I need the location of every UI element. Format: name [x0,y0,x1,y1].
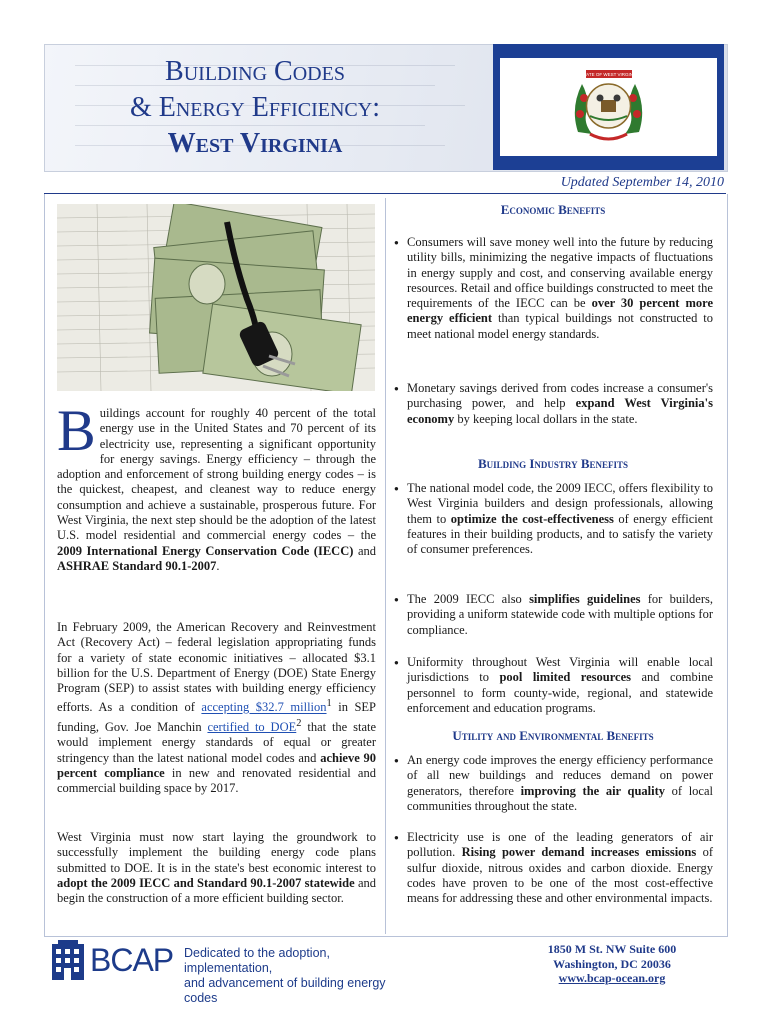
utility-bullet-1: ● An energy code improves the energy efficiency performance of all new buildings and reduces demand on power generators, therefore improving the air quality of local communities throughout the state. [393,753,713,814]
utility-environmental-heading: Utility and Environmental Benefits [452,728,654,743]
title-line-3: West Virginia [167,128,343,159]
drop-cap: B [57,398,96,463]
column-divider [385,198,386,934]
utility-bullet-2: ● Electricity use is one of the leading generators of air pollution. Rising power demand increases emissions of sulfur dioxide, nitrous oxides and carbon dioxide. Energy codes have proven to be one of the most cost-effective means for addressing these and other environmental impacts. [393,830,713,906]
flag-field [500,58,717,156]
website-link[interactable]: www.bcap-ocean.org [558,971,666,985]
industry-bullet-2: ● The 2009 IECC also simplifies guidelines for builders, providing a uniform statewide code with multiple options for compliance. [393,592,713,638]
bcap-wordmark: BCAP [90,942,174,978]
recovery-act-paragraph: In February 2009, the American Recovery and Reinvestment Act (Recovery Act) – federal legislation appropriating funds for a variety of state economic initiatives – allocated $3.1 billion for the U.S. Department of Energy (DOE) State Energy Program (SEP) to assist states with building energy efficiency efforts. As a condition of accepting $32.7 million$^1$ in SEP funding, Gov. Joe Manchin certified to DOE$^2$ that the state would implement energy standards of equal or greater stringency than the latest national model codes and achieve 90 percent compliance in new and renovated residential and commercial building space by 2017. [57,620,377,796]
updated-date: Updated September 14, 2010 [560,175,724,190]
address-line-2: Washington, DC 20036 [553,956,671,971]
west-virginia-flag [493,44,724,170]
address-line-1: 1850 M St. NW Suite 600 [547,942,677,956]
accepting-funding-link[interactable]: accepting $32.7 million [201,700,327,715]
groundwork-paragraph: West Virginia must now start laying the groundwork to successfully implement the building energy code plans submitted to DOE. It is in the state's best economic interest to adopt the 2009 IECC and Standard 90.1-2007 statewide and begin the construction of a more efficient building sector. [57,830,376,906]
bcap-tagline: Dedicated to the adoption, implementation, and advancement of building energy codes [184,946,386,1005]
money-plug-photo [57,204,375,391]
economic-bullet-2: ● Monetary savings derived from codes increase a consumer's purchasing power, and help expand West Virginia's economy by keeping local dollars in the state. [393,381,713,427]
intro-paragraph: Buildings account for roughly 40 percent of the total energy use in the United States and 70 percent of its electricity use, representing a significant opportunity for energy savings. Energy efficiency – through the adoption and enforcement of strong building energy codes – is the quickest, cheapest, and cleanest way to reduce energy consumption and achieve a sustainable, prosperous future. For West Virginia, the next step should be the adoption of the latest U.S. model residential and commercial energy codes – the 2009 International Energy Conservation Code (IECC) and ASHRAE Standard 90.1-2007. [57,398,376,573]
title-line-2: & Energy Efficiency: [129,92,380,123]
bcap-logo[interactable] [48,940,388,1005]
industry-bullet-1: ● The national model code, the 2009 IECC, offers flexibility to West Virginia builders and design professionals, allowing them to optimize the cost-effectiveness of energy efficient features in their building products, and to satisfy the variety of consumer preferences. [393,481,713,557]
bcap-building-icon [48,940,88,982]
title-line-1: Building Codes [165,56,345,87]
building-industry-heading: Building Industry Benefits [477,456,629,471]
footer-address [492,942,732,986]
industry-bullet-3: ● Uniformity throughout West Virginia will enable local jurisdictions to pool limited resources and combine personnel to form county-wide, regional, and statewide enforcement and education programs. [393,655,713,716]
economic-bullet-1: ● Consumers will save money well into the future by reducing utility bills, minimizing the negative impacts of fluctuations in energy supply and cost, and conserving available energy resources. Retail and office buildings constructed to meet the requirements of the IECC can be over 30 percent more energy efficient than typical buildings not constructed to meet national model energy standards. [393,235,713,342]
economic-benefits-heading: Economic Benefits [500,202,606,217]
state-seal-icon [500,58,717,156]
svg-text:STATE OF WEST VIRGINIA: STATE OF WEST VIRGINIA [580,72,638,77]
certified-to-doe-link[interactable]: certified to DOE [207,720,297,735]
page-title [90,54,420,162]
